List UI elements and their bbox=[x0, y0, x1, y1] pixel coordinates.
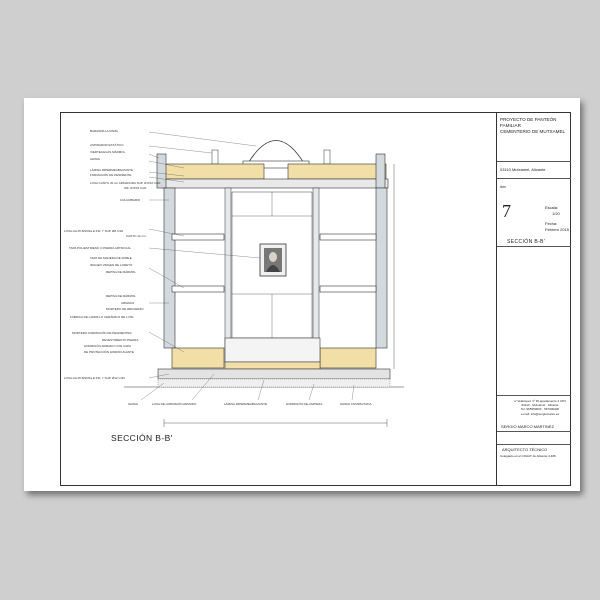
contact-info bbox=[510, 399, 570, 416]
bottom-callout-1: GRAVA bbox=[128, 402, 139, 406]
callout-24: LOSA HA 25 B/20/IIa E INF. Y SUP. Ø12 C/20 bbox=[64, 376, 125, 380]
callout-13: TAPA DE MADERA DE ROBLE bbox=[90, 256, 132, 260]
roof-slab-right bbox=[288, 164, 386, 179]
date-value: Febrero 2015 bbox=[545, 227, 570, 232]
project-line-2: FAMILIAR bbox=[500, 123, 521, 128]
sheet-number: 7 bbox=[502, 201, 511, 221]
roof-deck bbox=[162, 179, 388, 188]
callout-20: MORTERO FORMACIÓN DE PENDIENTES bbox=[72, 331, 132, 335]
project-title bbox=[500, 117, 570, 135]
scale-label: Escala: bbox=[545, 205, 559, 210]
shelf-left-2 bbox=[172, 286, 224, 292]
sheet-number-label: lám bbox=[500, 185, 506, 189]
callout-1: BARANDILLA RAMA bbox=[90, 129, 119, 133]
outer-wall-right bbox=[376, 188, 387, 348]
inner-wall-right bbox=[313, 188, 319, 348]
contact-line-1: c/ Velazquez nº 36 apartamento 4 CP3 bbox=[514, 399, 566, 403]
scale-value: 1/20 bbox=[552, 211, 560, 216]
callout-2: ASPIRADOR ESTÁTICO bbox=[90, 143, 124, 147]
contact-line-4: e-mail: info@sergiomarco.es bbox=[520, 411, 560, 416]
callout-19: FÁBRICA DE LADRILLO CERÁMICO DE 1 PIE bbox=[70, 315, 134, 319]
parapet-right bbox=[376, 154, 385, 188]
drawing-sheet bbox=[24, 98, 580, 491]
callout-8: INF. Ø 8/15 C/20 bbox=[124, 186, 147, 190]
callout-6: FORMACIÓN DE PENDIENTE bbox=[90, 173, 132, 177]
callout-16: REPISA DE MÁRMOL bbox=[106, 294, 136, 298]
base-center bbox=[225, 338, 320, 362]
callout-21: REVESTIMIENTO PIEDRA bbox=[102, 338, 139, 342]
bottom-callout-2: LOSA DE HORMIGÓN ARMADO bbox=[152, 402, 197, 406]
project-line-3: CEMENTERIO DE MUTXAMEL bbox=[500, 129, 566, 134]
base-right bbox=[320, 348, 376, 368]
callout-3: VIERTEAGUAS MÁRMOL bbox=[90, 150, 126, 154]
shelf-right-1 bbox=[320, 234, 376, 240]
callout-4: GRAVA bbox=[90, 157, 101, 161]
roof-slab-left bbox=[164, 164, 264, 179]
callout-14: IMAGEN VIRGEN DE LORETO bbox=[90, 263, 133, 267]
base-left bbox=[172, 348, 224, 368]
bottom-callout-4: HORMIGÓN DE LIMPIEZA bbox=[286, 402, 323, 406]
project-line-1: PROYECTO DE PANTEÓN bbox=[500, 117, 557, 122]
author-name: SERGIO MARCO MARTINEZ bbox=[501, 424, 555, 429]
callout-15: REPISA DE MÁRMOL bbox=[106, 270, 136, 274]
contact-line-2: 03110 · Mutxamel · Alicante bbox=[521, 403, 559, 408]
callout-5: LÁMINA IMPERMEABILIZANTE bbox=[90, 168, 134, 172]
callout-17: ARMADO bbox=[121, 301, 135, 305]
gravel-layer bbox=[158, 379, 390, 387]
section-label: SECCIÓN B-B' bbox=[111, 433, 173, 443]
vent-left bbox=[212, 150, 218, 164]
callout-18: MORTERO DE REFUERZO bbox=[106, 307, 144, 311]
foundation-slab bbox=[158, 369, 390, 379]
inner-wall-left bbox=[225, 188, 231, 348]
shelf-right-2 bbox=[320, 286, 376, 292]
callout-23: DE PROTECCIÓN HIDRÓFUGANTE bbox=[84, 350, 134, 354]
sheet-title: SECCIÓN B-B' bbox=[507, 239, 546, 245]
author-college: Colegiado en el COAAT de Alicante 3.408 bbox=[500, 454, 556, 458]
bottom-callout-3: LÁMINA IMPERMEABILIZANTE bbox=[224, 402, 268, 406]
contact-line-3: Tel: 965950000 · 667000000 bbox=[520, 407, 560, 412]
date-label: Fecha: bbox=[545, 221, 558, 226]
bottom-callout-5: GRAVA COMPACTADA bbox=[340, 402, 372, 406]
callout-9: COLUMBARIO bbox=[120, 198, 141, 202]
vent-right bbox=[324, 150, 330, 164]
callout-10: LOSA HA 25 B/20/IIa E INF. Y SUP. Ø8 C/20 bbox=[64, 229, 124, 233]
outer-wall-left bbox=[164, 188, 175, 348]
author-role: ARQUITECTO TÉCNICO bbox=[502, 447, 548, 452]
virgin-image bbox=[269, 252, 277, 262]
step bbox=[225, 362, 320, 369]
shelf-left-1 bbox=[172, 234, 224, 240]
project-address: 03110 Mutxamel, Alicante bbox=[500, 167, 546, 172]
callout-12: TAPA POLIESTIRENO O PIEDRA ARTIFICIAL bbox=[69, 246, 132, 250]
callout-22: HORMIGÓN ARMADO CON CAPA bbox=[84, 344, 131, 348]
callout-11: CANTO 12 cm bbox=[126, 234, 146, 238]
callout-7: LOSA CANTO 20 cm ARMADURA SUP. Ø 8/12 C/20 bbox=[90, 181, 161, 185]
